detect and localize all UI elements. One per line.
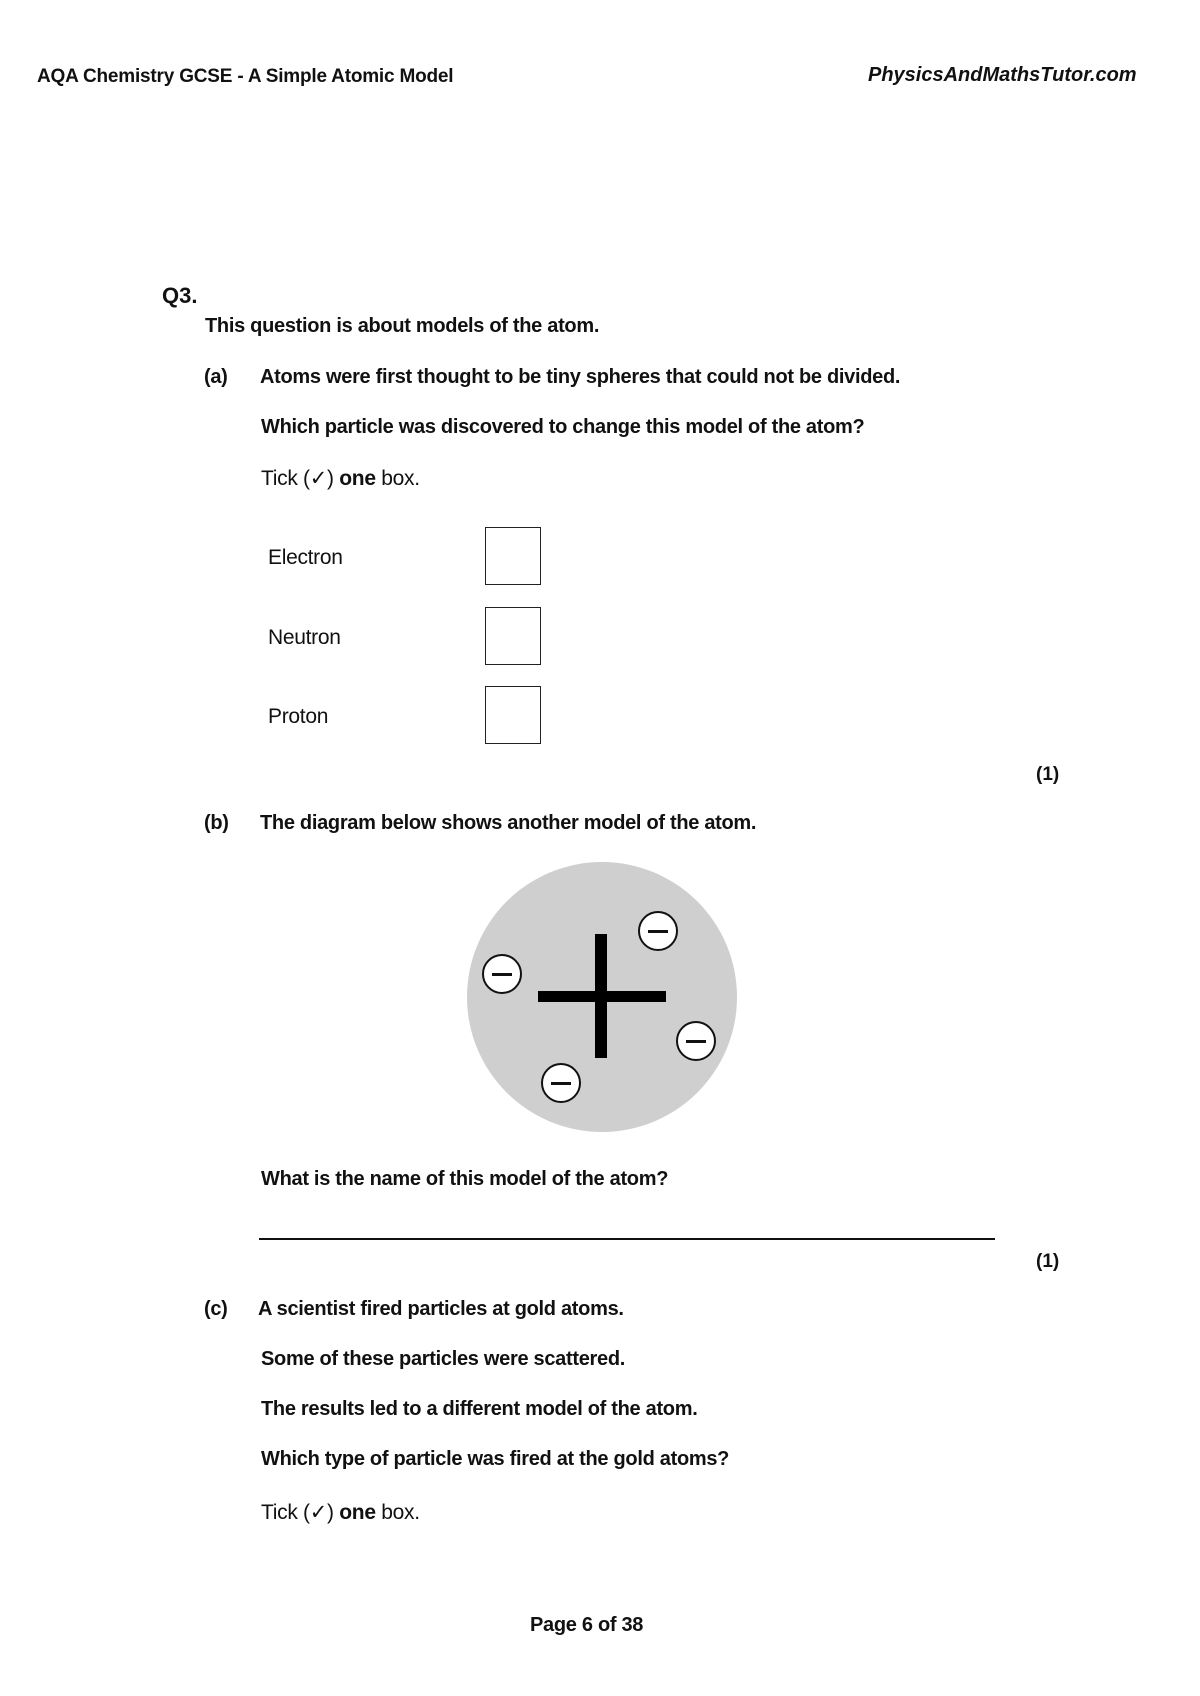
part-c-line-3: The results led to a different model of the atom. (261, 1398, 698, 1420)
option-label-electron: Electron (268, 546, 343, 569)
plum-pudding-diagram (462, 860, 742, 1136)
electron-4 (542, 1064, 580, 1102)
electron-3 (677, 1022, 715, 1060)
checkbox-neutron[interactable] (485, 607, 541, 665)
option-label-proton: Proton (268, 705, 329, 728)
electron-1 (639, 912, 677, 950)
part-b-marks: (1) (1036, 1251, 1060, 1272)
part-c-line-4: Which type of particle was fired at the gold atoms? (261, 1448, 730, 1470)
checkbox-electron[interactable] (485, 527, 541, 585)
part-a-prompt: Which particle was discovered to change this model of the atom? (261, 416, 865, 438)
part-a-marks: (1) (1036, 764, 1060, 785)
part-a-text: Atoms were first thought to be tiny spheres that could not be divided. (260, 366, 901, 388)
part-a-tick-instruction: Tick (✓) one box. (261, 467, 420, 490)
page-number: Page 6 of 38 (530, 1614, 644, 1636)
part-b-prompt: What is the name of this model of the atom? (261, 1168, 669, 1190)
part-c-line-2: Some of these particles were scattered. (261, 1348, 626, 1370)
electron-2 (483, 955, 521, 993)
answer-line[interactable] (259, 1238, 995, 1240)
question-number: Q3. (162, 283, 198, 308)
checkbox-proton[interactable] (485, 686, 541, 744)
option-label-neutron: Neutron (268, 626, 341, 649)
header-site: PhysicsAndMathsTutor.com (868, 64, 1137, 86)
part-c-label: (c) (204, 1298, 228, 1320)
header-title: AQA Chemistry GCSE - A Simple Atomic Model (37, 66, 454, 87)
question-intro: This question is about models of the atom. (205, 315, 600, 337)
part-b-label: (b) (204, 812, 229, 834)
part-c-tick-instruction: Tick (✓) one box. (261, 1501, 420, 1524)
part-c-line-1: A scientist fired particles at gold atoms. (258, 1298, 624, 1320)
part-b-text: The diagram below shows another model of the atom. (260, 812, 757, 834)
part-a-label: (a) (204, 366, 228, 388)
